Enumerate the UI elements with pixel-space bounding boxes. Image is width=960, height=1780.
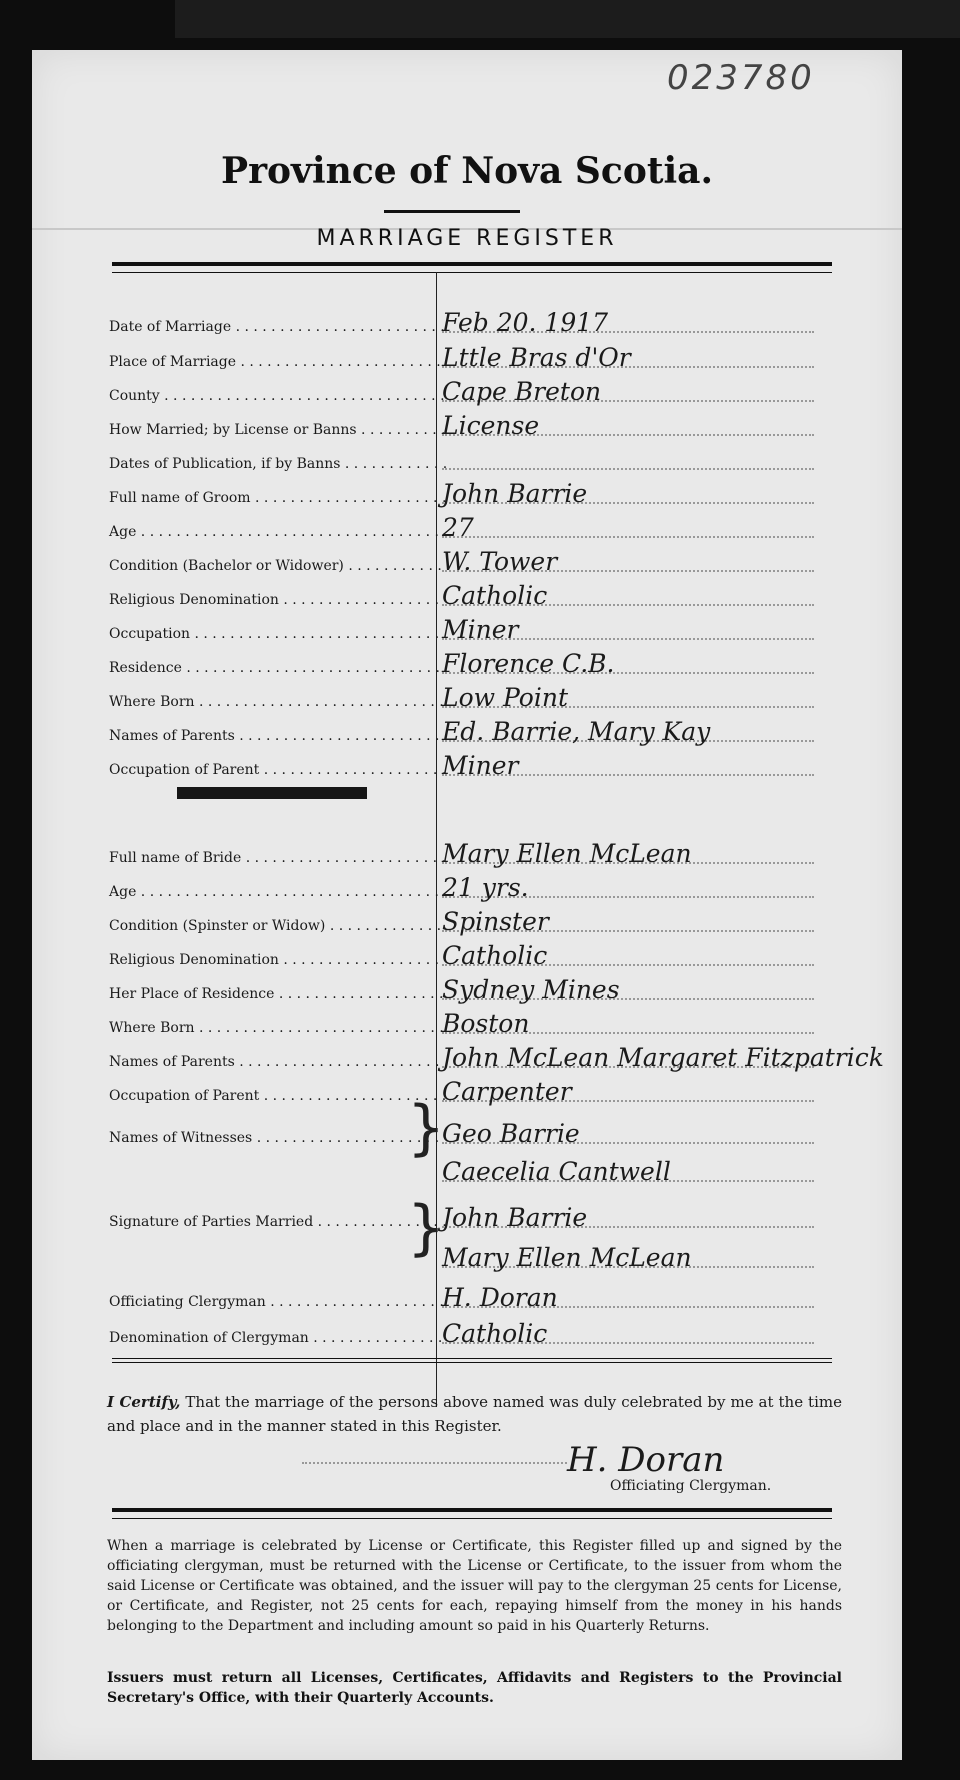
- scan-top-edge: [175, 0, 960, 38]
- field-row: [32, 1040, 902, 1074]
- field-row: [32, 1154, 902, 1188]
- document-title: Province of Nova Scotia.: [221, 150, 713, 192]
- field-value: 27: [442, 513, 474, 542]
- field-value: Geo Barrie: [442, 1119, 580, 1148]
- certify-body: That the marriage of the persons above named was duly celebrated by me at the time and place and in the manner stated in this Register.: [107, 1393, 842, 1435]
- field-row: [32, 476, 902, 510]
- notice-rule: [112, 1508, 832, 1519]
- field-label: Age . . . . . . . . . . . . . . . . . . . . . . . . . . . . . . . . . .: [109, 884, 439, 900]
- field-label: Occupation of Parent . . . . . . . . . . . . . . . . . . . . .: [109, 1088, 447, 1104]
- field-row: [32, 544, 902, 578]
- field-value: W. Tower: [442, 547, 558, 576]
- field-value: H. Doran: [442, 1283, 558, 1312]
- witnesses-brace: }: [407, 1093, 446, 1163]
- field-row: [32, 1200, 902, 1234]
- field-value: Feb 20. 1917: [442, 308, 609, 337]
- field-label: Religious Denomination . . . . . . . . . . . . . . . . . .: [109, 592, 440, 608]
- field-label: How Married; by License or Banns . . . . . . . . . .: [109, 422, 446, 438]
- field-label: Full name of Bride . . . . . . . . . . . . . . . . . . . . . . .: [109, 850, 446, 866]
- field-row: [32, 578, 902, 612]
- field-row: [32, 972, 902, 1006]
- serial-number: 023780: [667, 58, 815, 98]
- field-value: Spinster: [442, 907, 549, 936]
- field-value: Sydney Mines: [442, 975, 620, 1004]
- field-row: [32, 305, 902, 339]
- field-value: Cape Breton: [442, 377, 602, 406]
- register-document: [32, 50, 902, 1760]
- field-label: Names of Parents . . . . . . . . . . . . . . . . . . . . . . .: [109, 1054, 440, 1070]
- field-label: Denomination of Clergyman . . . . . . . . . . . . . . .: [109, 1330, 443, 1346]
- certify-lead: I Certify,: [107, 1393, 181, 1411]
- certify-rule: [112, 1358, 832, 1363]
- field-row: [32, 1280, 902, 1314]
- field-row: [32, 870, 902, 904]
- field-value: Florence C.B.: [442, 649, 615, 678]
- field-value: Ed. Barrie, Mary Kay: [442, 717, 711, 746]
- field-dotted-line: [442, 468, 814, 470]
- field-value: Low Point: [442, 683, 569, 712]
- field-label: Names of Parents . . . . . . . . . . . . . . . . . . . . . . .: [109, 728, 440, 744]
- certification-text: [107, 1390, 842, 1438]
- field-row: [32, 680, 902, 714]
- field-label: Full name of Groom . . . . . . . . . . . . . . . . . . . . . .: [109, 490, 447, 506]
- title-underline: [384, 210, 520, 213]
- bride-section-bar: [177, 787, 367, 799]
- field-label: Condition (Spinster or Widow) . . . . . . . . . . . . .: [109, 918, 442, 934]
- field-label: Signature of Parties Married . . . . . . . . . . . . . . .: [109, 1214, 447, 1230]
- field-label: Religious Denomination . . . . . . . . . . . . . . . . . .: [109, 952, 440, 968]
- field-row: [32, 612, 902, 646]
- field-row: [32, 340, 902, 374]
- field-value: Lttle Bras d'Or: [442, 343, 631, 372]
- register-heading: MARRIAGE REGISTER: [316, 226, 618, 251]
- field-label: Officiating Clergyman . . . . . . . . . . . . . . . . . . . .: [109, 1294, 444, 1310]
- field-row: [32, 1006, 902, 1040]
- field-value: Catholic: [442, 1319, 548, 1348]
- heading-rule: [112, 262, 832, 273]
- field-label: Dates of Publication, if by Banns . . . . . . . . . . . .: [109, 456, 448, 472]
- field-label: Occupation . . . . . . . . . . . . . . . . . . . . . . . . . . . .: [109, 626, 440, 642]
- field-row: [32, 1316, 902, 1350]
- field-value: Mary Ellen McLean: [442, 1243, 692, 1272]
- field-label: Age . . . . . . . . . . . . . . . . . . . . . . . . . . . . . . . . . .: [109, 524, 439, 540]
- field-value: John McLean Margaret Fitzpatrick: [442, 1043, 884, 1072]
- field-value: Miner: [442, 751, 519, 780]
- field-row: [32, 836, 902, 870]
- field-label: Names of Witnesses . . . . . . . . . . . . . . . . . . . . .: [109, 1130, 440, 1146]
- field-row: [32, 374, 902, 408]
- field-row: [32, 1074, 902, 1108]
- field-label: Occupation of Parent . . . . . . . . . . . . . . . . . . . . .: [109, 762, 447, 778]
- parties-brace: }: [407, 1193, 446, 1263]
- field-value: Boston: [442, 1009, 530, 1038]
- field-row: [32, 408, 902, 442]
- field-row: [32, 442, 902, 476]
- signature-caption: Officiating Clergyman.: [610, 1478, 772, 1494]
- field-value: Miner: [442, 615, 519, 644]
- field-label: Residence . . . . . . . . . . . . . . . . . . . . . . . . . . . . .: [109, 660, 440, 676]
- field-value: John Barrie: [442, 479, 588, 508]
- field-label: Her Place of Residence . . . . . . . . . . . . . . . . . . .: [109, 986, 444, 1002]
- field-value: Mary Ellen McLean: [442, 839, 692, 868]
- clergyman-signature: H. Doran: [567, 1440, 725, 1480]
- field-row: [32, 714, 902, 748]
- field-value: License: [442, 411, 540, 440]
- field-row: [32, 1116, 902, 1150]
- field-row: [32, 938, 902, 972]
- field-label: Date of Marriage . . . . . . . . . . . . . . . . . . . . . . . .: [109, 319, 445, 335]
- field-value: John Barrie: [442, 1203, 588, 1232]
- notice-text: When a marriage is celebrated by License or Certificate, this Register filled up and signed by the officiating clergyman, must be returned with the License or Certificate, to the issuer from whom the said License or Certificate was obtained, and the issuer will pay to the clergyman 25 cents for License, or Certificate, and Register, not 25 cents for each, repaying himself from the money in his hands belonging to the Department and including amount so paid in his Quarterly Returns.: [107, 1538, 842, 1634]
- field-label: Where Born . . . . . . . . . . . . . . . . . . . . . . . . . . . .: [109, 1020, 444, 1036]
- field-value: Caecelia Cantwell: [442, 1157, 671, 1186]
- field-label: Condition (Bachelor or Widower) . . . . . . . . . . .: [109, 558, 442, 574]
- field-row: [32, 904, 902, 938]
- field-row: [32, 646, 902, 680]
- field-label: Place of Marriage . . . . . . . . . . . . . . . . . . . . . . .: [109, 354, 441, 370]
- field-value: Catholic: [442, 941, 548, 970]
- notice-bold-text: Issuers must return all Licenses, Certificates, Affidavits and Registers to the Provincial Secretary's Office, with their Quarterly Accounts.: [107, 1670, 842, 1706]
- field-value: Carpenter: [442, 1077, 572, 1106]
- field-value: 21 yrs.: [442, 873, 529, 902]
- field-row: [32, 510, 902, 544]
- field-value: Catholic: [442, 581, 548, 610]
- field-row: [32, 748, 902, 782]
- field-label: County . . . . . . . . . . . . . . . . . . . . . . . . . . . . . . . .: [109, 388, 445, 404]
- field-label: Where Born . . . . . . . . . . . . . . . . . . . . . . . . . . . .: [109, 694, 444, 710]
- signature-line: [302, 1462, 567, 1464]
- field-row: [32, 1240, 902, 1274]
